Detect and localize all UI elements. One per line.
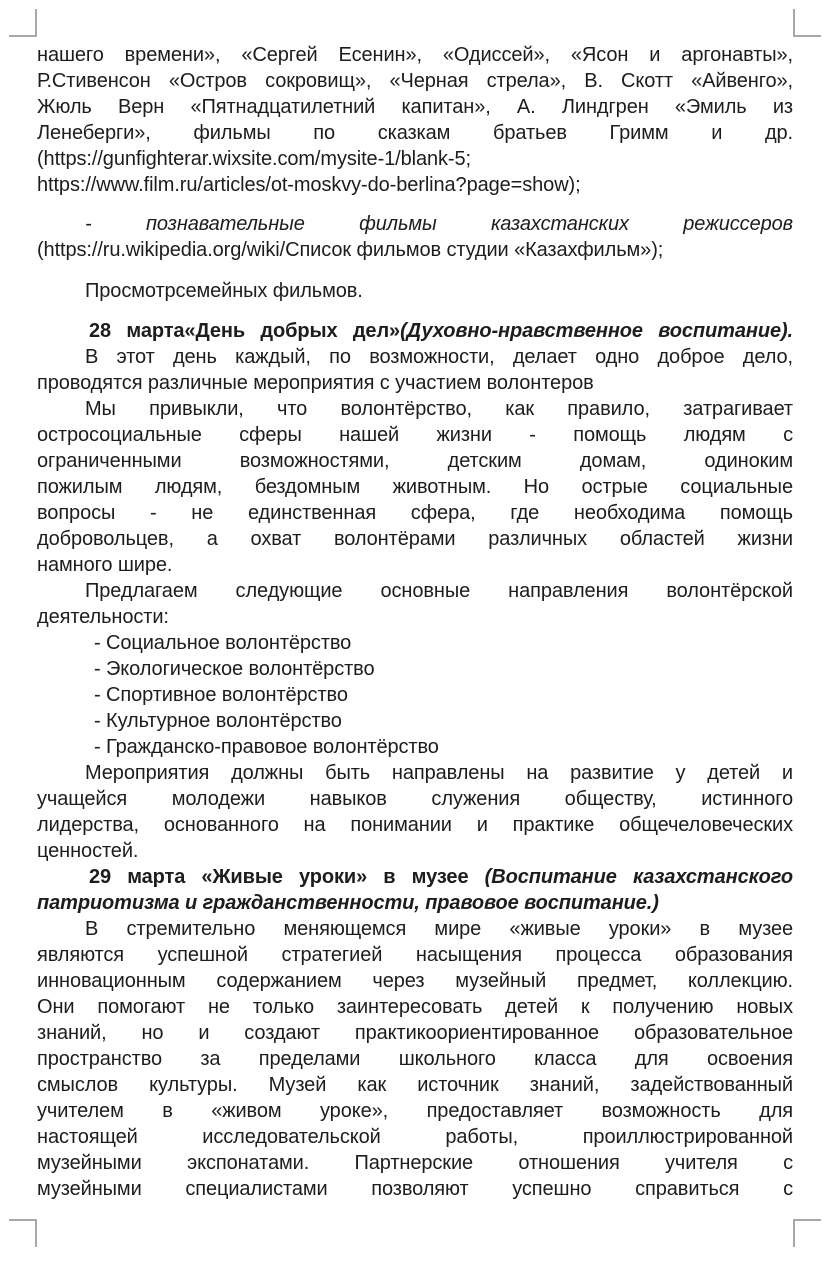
text-line <box>37 448 793 474</box>
crop-mark-bottom-left <box>9 1219 37 1247</box>
text-segment: (https://ru.wikipedia.org/wiki/Список фильмов студии «Казахфильм»); <box>37 239 664 261</box>
text-line <box>37 630 793 656</box>
text-segment: проводятся различные мероприятия с участием волонтеров <box>37 372 594 394</box>
text-line <box>37 968 793 994</box>
text-line <box>37 344 793 370</box>
text-segment: ограниченными возможностями, детским домам, одиноким <box>37 450 793 472</box>
text-line <box>37 278 793 304</box>
text-segment: остросоциальные сферы нашей жизни - помощь людям с <box>37 424 793 446</box>
text-line <box>37 578 793 604</box>
text-segment: ценностей. <box>37 840 139 862</box>
crop-mark-top-right <box>793 9 821 37</box>
text-segment: вопросы - не единственная сфера, где необходима помощь <box>37 502 793 524</box>
text-line <box>37 1150 793 1176</box>
text-line <box>37 396 793 422</box>
text-segment: - Экологическое волонтёрство <box>94 658 375 680</box>
paragraph-living-lessons <box>37 916 793 1202</box>
text-line <box>37 786 793 812</box>
text-line <box>37 422 793 448</box>
text-line <box>37 318 793 344</box>
heading-march-29 <box>37 864 793 916</box>
text-line <box>37 526 793 552</box>
crop-mark-top-left <box>9 9 37 37</box>
text-segment: - Социальное волонтёрство <box>94 632 352 654</box>
text-segment: - Культурное волонтёрство <box>94 710 342 732</box>
text-line <box>37 94 793 120</box>
text-segment: В этот день каждый, по возможности, делает одно доброе дело, <box>85 346 793 368</box>
text-segment: Просмотрсемейных фильмов. <box>85 280 363 302</box>
text-segment: Р.Стивенсон «Остров сокровищ», «Черная стрела», В. Скотт «Айвенго», <box>37 70 793 92</box>
paragraph-directions-intro <box>37 578 793 630</box>
text-line <box>37 760 793 786</box>
text-line <box>37 864 793 890</box>
paragraph-films-continuation <box>37 42 793 198</box>
text-line <box>37 146 793 172</box>
text-segment: добровольцев, а охват волонтёрами различных областей жизни <box>37 528 793 550</box>
text-segment: Ленеберги», фильмы по сказкам братьев Гримм и др. <box>37 122 793 144</box>
text-line <box>37 1176 793 1202</box>
text-line <box>37 68 793 94</box>
text-line <box>37 474 793 500</box>
text-segment: музейными специалистами позволяют успешно справиться с <box>37 1178 793 1200</box>
text-segment: нашего времени», «Сергей Есенин», «Одиссей», «Ясон и аргонавты», <box>37 44 793 66</box>
text-segment: учителем в «живом уроке», предоставляет возможность для <box>37 1100 793 1122</box>
text-line <box>37 1072 793 1098</box>
text-segment: намного шире. <box>37 554 173 576</box>
text-line <box>37 172 793 198</box>
text-line <box>37 916 793 942</box>
text-segment: Жюль Верн «Пятнадцатилетний капитан», А. Линдгрен «Эмиль из <box>37 96 793 118</box>
text-segment: патриотизма и гражданственности, правовое воспитание.) <box>37 892 659 914</box>
text-segment: лидерства, основанного на понимании и практике общечеловеческих <box>37 814 793 836</box>
text-segment: Мы привыкли, что волонтёрство, как правило, затрагивает <box>85 398 793 420</box>
text-segment: являются успешной стратегией насыщения процесса образования <box>37 944 793 966</box>
text-line <box>37 838 793 864</box>
text-line <box>37 604 793 630</box>
paragraph-volunteering-spheres <box>37 396 793 578</box>
list-volunteering-types <box>37 630 793 760</box>
text-line <box>37 812 793 838</box>
text-segment: знаний, но и создают практикоориентированное образовательное <box>37 1022 793 1044</box>
text-line <box>37 734 793 760</box>
text-segment: - познавательные фильмы казахстанских режиссеров <box>85 213 793 235</box>
text-segment: (Воспитание казахстанского <box>484 866 793 888</box>
heading-march-28 <box>37 318 793 344</box>
text-line <box>37 708 793 734</box>
paragraph-good-deeds-day <box>37 344 793 396</box>
text-line <box>37 656 793 682</box>
text-segment: пространство за пределами школьного класса для освоения <box>37 1048 793 1070</box>
text-line <box>37 1020 793 1046</box>
text-line <box>37 890 793 916</box>
paragraph-events-goal <box>37 760 793 864</box>
text-segment: музейными экспонатами. Партнерские отношения учителя с <box>37 1152 793 1174</box>
text-line <box>37 1046 793 1072</box>
text-segment: Мероприятия должны быть направлены на развитие у детей и <box>85 762 793 784</box>
text-line <box>37 1098 793 1124</box>
text-segment: 29 марта «Живые уроки» в музее <box>89 866 485 888</box>
text-line <box>37 120 793 146</box>
text-segment: смыслов культуры. Музей как источник знаний, задействованный <box>37 1074 793 1096</box>
text-segment: инновационным содержанием через музейный предмет, коллекцию. <box>37 970 793 992</box>
text-segment: (https://gunfighterar.wixsite.com/mysite-1/blank-5; <box>37 148 471 170</box>
text-line <box>37 500 793 526</box>
text-segment: Они помогают не только заинтересовать детей к получению новых <box>37 996 793 1018</box>
text-line <box>37 994 793 1020</box>
text-segment: деятельности: <box>37 606 169 628</box>
text-line <box>37 237 793 263</box>
text-segment: - Спортивное волонтёрство <box>94 684 348 706</box>
text-segment: - Гражданско-правовое волонтёрство <box>94 736 439 758</box>
text-segment: учащейся молодежи навыков служения обществу, истинного <box>37 788 793 810</box>
text-segment: настоящей исследовательской работы, проиллюстрированной <box>37 1126 793 1148</box>
paragraph-kazakh-directors-films <box>37 211 793 263</box>
text-segment: (Духовно-нравственное воспитание). <box>400 320 793 342</box>
text-segment: В стремительно меняющемся мире «живые уроки» в музее <box>85 918 793 940</box>
text-line <box>37 370 793 396</box>
crop-mark-bottom-right <box>793 1219 821 1247</box>
text-line <box>37 42 793 68</box>
paragraph-family-films <box>37 278 793 304</box>
text-line <box>37 682 793 708</box>
text-segment: 28 марта«День добрых дел» <box>89 320 401 342</box>
text-line <box>37 552 793 578</box>
document-text-area <box>37 42 793 1202</box>
text-line <box>37 1124 793 1150</box>
text-segment: https://www.film.ru/articles/ot-moskvy-do-berlina?page=show); <box>37 174 581 196</box>
text-line <box>37 942 793 968</box>
text-segment: Предлагаем следующие основные направления волонтёрской <box>85 580 793 602</box>
text-line <box>37 211 793 237</box>
text-segment: пожилым людям, бездомным животным. Но острые социальные <box>37 476 793 498</box>
